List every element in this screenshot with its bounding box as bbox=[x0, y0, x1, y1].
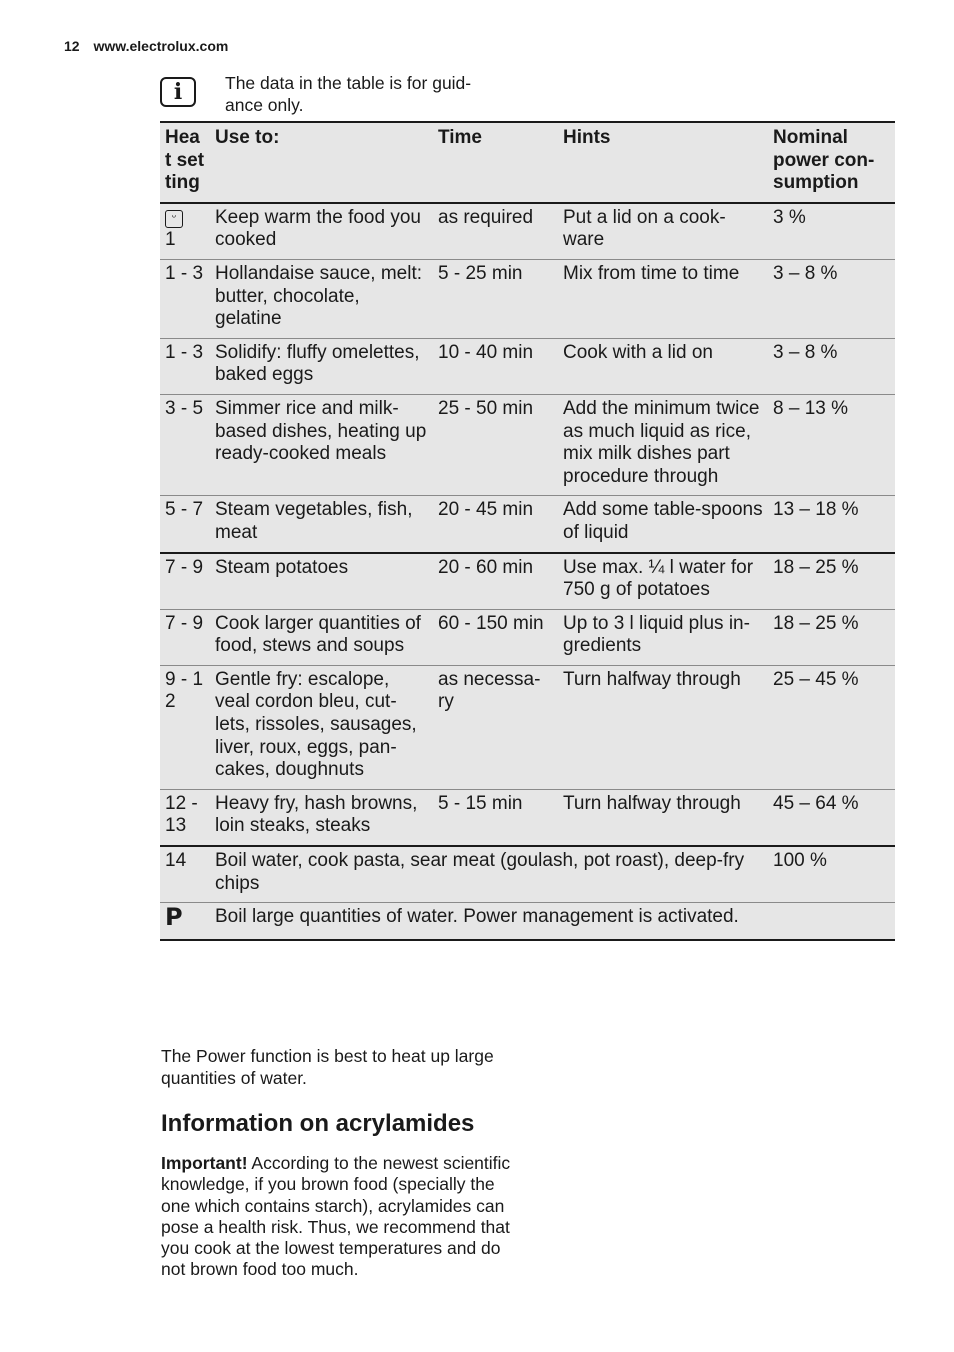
hints-cell: Mix from time to time bbox=[558, 259, 768, 338]
table-row bbox=[160, 903, 895, 940]
use-cell: Gentle fry: escalope, veal cordon bleu, cut-lets, rissoles, sausages, liver, roux, eggs, pan-cakes, doughnuts bbox=[210, 665, 433, 789]
time-cell: 20 - 60 min bbox=[433, 553, 558, 610]
use-cell: Cook larger quantities of food, stews and soups bbox=[210, 609, 433, 665]
hints-cell: Add the minimum twice as much liquid as rice, mix milk dishes part procedure through bbox=[558, 394, 768, 495]
use-cell: Simmer rice and milk-based dishes, heating up ready-cooked meals bbox=[210, 394, 433, 495]
hints-cell: Add some table-spoons of liquid bbox=[558, 496, 768, 553]
time-cell: as necessa-ry bbox=[433, 665, 558, 789]
hints-cell: Turn halfway through bbox=[558, 665, 768, 789]
website-url: www.electrolux.com bbox=[93, 38, 229, 54]
hints-cell: Put a lid on a cook-ware bbox=[558, 203, 768, 260]
table-row bbox=[160, 496, 895, 553]
table-header-row bbox=[160, 122, 895, 203]
table-row bbox=[160, 259, 895, 338]
info-note-text: The data in the table is for guid-ance only. bbox=[225, 73, 472, 115]
header-time: Time bbox=[433, 122, 558, 203]
setting-cell: 1 - 3 bbox=[160, 259, 210, 338]
time-cell: 25 - 50 min bbox=[433, 394, 558, 495]
use-cell: Boil large quantities of water. Power management is activated. bbox=[210, 903, 895, 940]
hints-cell: Use max. ¼ l water for 750 g of potatoes bbox=[558, 553, 768, 610]
table-row bbox=[160, 609, 895, 665]
use-cell: Boil water, cook pasta, sear meat (goulash, pot roast), deep-fry chips bbox=[210, 846, 768, 903]
use-cell: Solidify: fluffy omelettes, baked eggs bbox=[210, 338, 433, 394]
use-cell: Hollandaise sauce, melt: butter, chocolate, gelatine bbox=[210, 259, 433, 338]
header-use-to: Use to: bbox=[210, 122, 433, 203]
table-row bbox=[160, 665, 895, 789]
hints-cell: Up to 3 l liquid plus in-gredients bbox=[558, 609, 768, 665]
time-cell: 60 - 150 min bbox=[433, 609, 558, 665]
keep-warm-icon: ᵕ bbox=[165, 210, 183, 228]
time-cell: 5 - 15 min bbox=[433, 789, 558, 846]
table-row bbox=[160, 338, 895, 394]
header-power: Nominal power con-sumption bbox=[768, 122, 895, 203]
setting-cell: 12 - 13 bbox=[160, 789, 210, 846]
time-cell: 20 - 45 min bbox=[433, 496, 558, 553]
time-cell: as required bbox=[433, 203, 558, 260]
power-function-note: The Power function is best to heat up large quantities of water. bbox=[161, 1046, 494, 1088]
table-row bbox=[160, 789, 895, 846]
setting-cell bbox=[160, 203, 210, 260]
setting-cell: 1 - 3 bbox=[160, 338, 210, 394]
power-function-icon: P bbox=[165, 903, 183, 932]
power-cell: 3 % bbox=[768, 203, 895, 260]
use-cell: Keep warm the food you cooked bbox=[210, 203, 433, 260]
power-cell: 13 – 18 % bbox=[768, 496, 895, 553]
power-cell: 25 – 45 % bbox=[768, 665, 895, 789]
setting-value: 1 bbox=[165, 229, 176, 251]
setting-cell: 14 bbox=[160, 846, 210, 903]
setting-cell: 7 - 9 bbox=[160, 553, 210, 610]
power-cell: 18 – 25 % bbox=[768, 553, 895, 610]
setting-cell: 3 - 5 bbox=[160, 394, 210, 495]
use-cell: Heavy fry, hash browns, loin steaks, steaks bbox=[210, 789, 433, 846]
table-row bbox=[160, 553, 895, 610]
power-cell: 3 – 8 % bbox=[768, 259, 895, 338]
setting-cell bbox=[160, 903, 210, 940]
important-label: Important! bbox=[161, 1153, 248, 1173]
table-row bbox=[160, 394, 895, 495]
header-hints: Hints bbox=[558, 122, 768, 203]
acrylamides-text: According to the newest scientific knowledge, if you brown food (specially the one which contains starch), acrylamides can pose a health risk. Thus, we recommend that you cook at the lowest temperatures and do not brown food too much. bbox=[161, 1153, 511, 1280]
setting-cell: 5 - 7 bbox=[160, 496, 210, 553]
power-cell: 8 – 13 % bbox=[768, 394, 895, 495]
hints-cell: Cook with a lid on bbox=[558, 338, 768, 394]
heat-setting-table bbox=[160, 121, 895, 941]
table-row bbox=[160, 846, 895, 903]
use-cell: Steam potatoes bbox=[210, 553, 433, 610]
info-icon: i bbox=[160, 77, 196, 107]
power-cell: 100 % bbox=[768, 846, 895, 903]
table-row bbox=[160, 203, 895, 260]
hints-cell: Turn halfway through bbox=[558, 789, 768, 846]
setting-cell: 9 - 12 bbox=[160, 665, 210, 789]
acrylamides-paragraph bbox=[161, 1153, 521, 1281]
power-cell: 18 – 25 % bbox=[768, 609, 895, 665]
power-cell: 45 – 64 % bbox=[768, 789, 895, 846]
time-cell: 10 - 40 min bbox=[433, 338, 558, 394]
section-title: Information on acrylamides bbox=[161, 1110, 475, 1137]
time-cell: 5 - 25 min bbox=[433, 259, 558, 338]
setting-cell: 7 - 9 bbox=[160, 609, 210, 665]
use-cell: Steam vegetables, fish, meat bbox=[210, 496, 433, 553]
page-header bbox=[64, 38, 228, 54]
power-cell: 3 – 8 % bbox=[768, 338, 895, 394]
page-number: 12 bbox=[64, 38, 80, 54]
header-heat-setting: Heat setting bbox=[160, 122, 210, 203]
